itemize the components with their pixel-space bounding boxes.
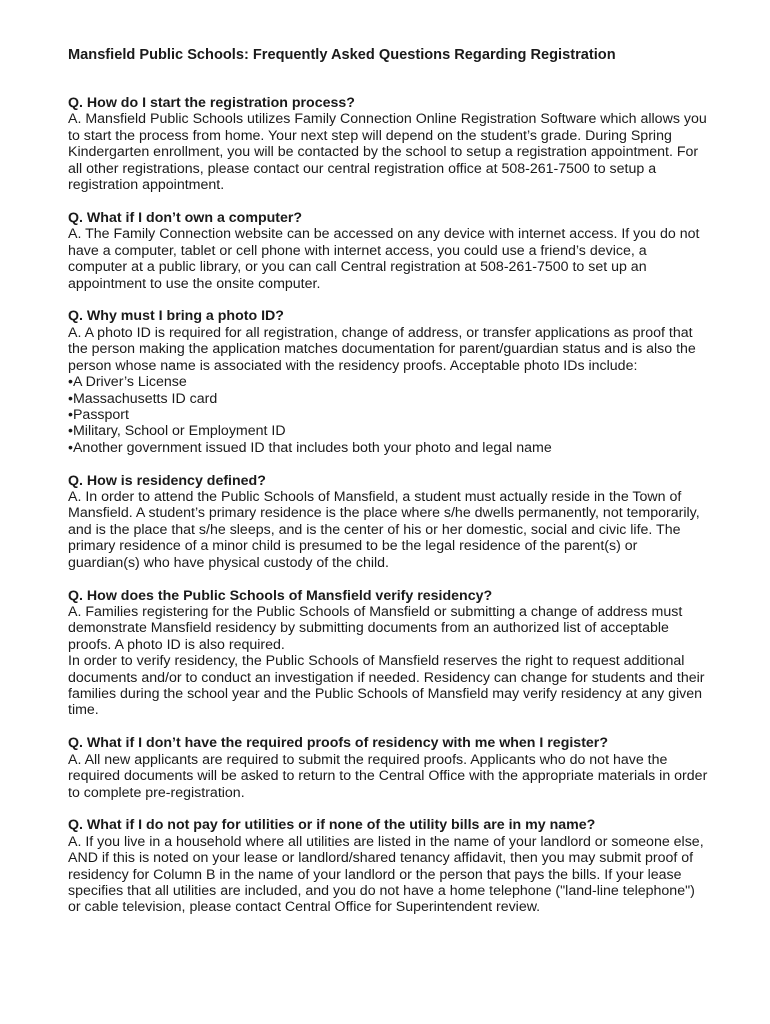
photo-id-list	[68, 374, 708, 456]
list-item: • A Driver’s License	[68, 374, 708, 390]
faq-utilities	[68, 817, 708, 915]
list-item: • Military, School or Employment ID	[68, 423, 708, 439]
faq-answer: A. In order to attend the Public Schools of Mansfield, a student must actually reside in the Town of Mansfield. A student’s primary residence is the place where s/he dwells permanently, not temporarily, and is the place that s/he sleeps, and is the center of his or her domestic, social and civic life. The primary residence of a minor child is presumed to be the legal residence of the parent(s) or guardian(s) who have physical custody of the child.	[68, 489, 700, 571]
faq-answer-continued: In order to verify residency, the Public Schools of Mansfield reserves the right to request additional documents and/or to conduct an investigation if needed. Residency can change for students and their families during the school year and the Public Schools of Mansfield may verify residency at any given time.	[68, 653, 705, 719]
faq-answer: A. The Family Connection website can be accessed on any device with internet access. If you do not have a computer, tablet or cell phone with internet access, you could use a friend’s device, a computer at a public library, or you can call Central registration at 508-261-7500 to set up an appointment to use the onsite computer.	[68, 226, 700, 292]
faq-question: Q. What if I don’t have the required proofs of residency with me when I register?	[68, 735, 608, 752]
faq-answer: A. If you live in a household where all utilities are listed in the name of your landlord or someone else, AND if this is noted on your lease or landlord/shared tenancy affidavit, then you may submit proof of residency for Column B in the name of your landlord or the person that pays the bills. If your lease specifies that all utilities are included, and you do not have a home telephone ("land-line telephone") or cable television, please contact Central Office for Superintendent review.	[68, 833, 704, 916]
faq-question: Q. How does the Public Schools of Mansfield verify residency?	[68, 587, 493, 604]
faq-question: Q. How is residency defined?	[68, 472, 266, 489]
faq-answer: A. Mansfield Public Schools utilizes Family Connection Online Registration Software which allows you to start the process from home. Your next step will depend on the student’s grade. During Spring Kindergarten enrollment, you will be contacted by the school to setup a registration appointment. For all other registrations, please contact our central registration office at 508-261-7500 to setup a registration appointment.	[68, 111, 707, 194]
faq-answer: A. Families registering for the Public Schools of Mansfield or submitting a change of address must demonstrate Mansfield residency by submitting documents from an authorized list of acceptable proofs. A photo ID is also required.	[68, 603, 683, 653]
faq-start-registration	[68, 95, 708, 193]
faq-question: Q. How do I start the registration process?	[68, 95, 355, 111]
document-title: Mansfield Public Schools: Frequently Asked Questions Regarding Registration	[68, 47, 616, 63]
faq-missing-proofs	[68, 735, 708, 801]
faq-photo-id	[68, 308, 708, 456]
faq-question: Q. What if I don’t own a computer?	[68, 209, 303, 226]
faq-residency-defined	[68, 473, 708, 571]
document-page	[68, 47, 708, 932]
faq-no-computer	[68, 210, 708, 292]
faq-answer: A. All new applicants are required to submit the required proofs. Applicants who do not have the required documents will be asked to return to the Central Office with the appropriate materials in order to complete pre-registration.	[68, 751, 708, 801]
faq-question: Q. What if I do not pay for utilities or if none of the utility bills are in my name?	[68, 817, 596, 834]
faq-answer: A. A photo ID is required for all registration, change of address, or transfer applications as proof that the person making the application matches documentation for parent/guardian status and is also the person whose name is associated with the residency proofs. Acceptable photo IDs include:	[68, 324, 696, 374]
faq-verify-residency	[68, 588, 708, 719]
list-item: • Massachusetts ID card	[68, 391, 708, 407]
list-item: • Passport	[68, 407, 708, 423]
faq-question: Q. Why must I bring a photo ID?	[68, 308, 284, 325]
list-item: • Another government issued ID that includes both your photo and legal name	[68, 440, 708, 456]
